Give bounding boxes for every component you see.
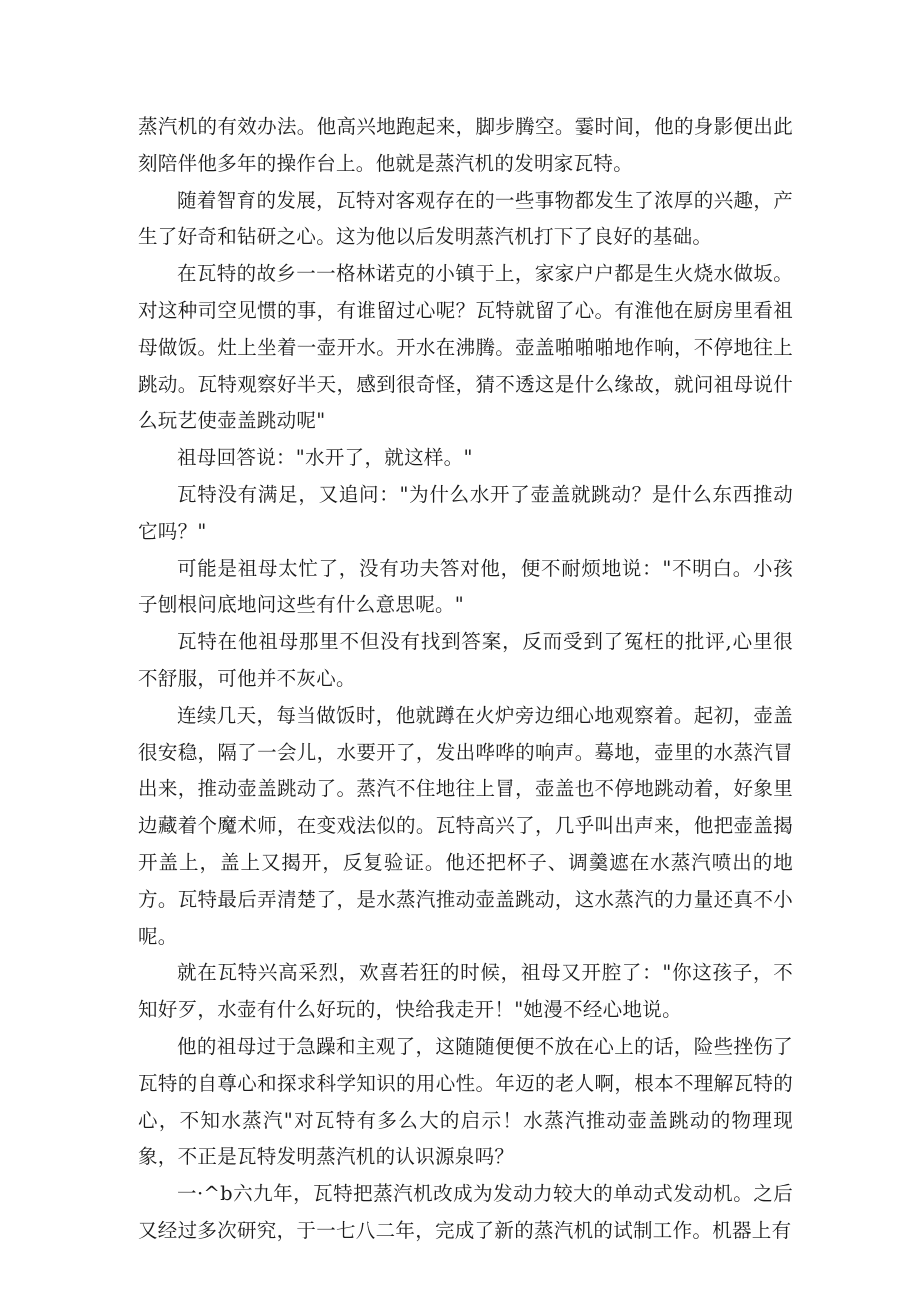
paragraph-11: 一·^b六九年，瓦特把蒸汽机改成为发动力较大的单动式发动机。之后又经过多次研究，于一七八二年，完成了新的蒸汽机的试制工作。机器上有 — [138, 1182, 793, 1242]
paragraph-7: 瓦特在他祖母那里不但没有找到答案，反而受到了冤枉的批评,心里很不舒服，可他并不灰心。 — [138, 630, 793, 690]
paragraph-8: 连续几天，每当做饭时，他就蹲在火炉旁边细心地观察着。起初，壶盖很安稳，隔了一会儿，水要开了，发出哗哗的响声。蓦地，壶里的水蒸汽冒出来，推动壶盖跳动了。蒸汽不住地往上冒，壶盖也不停地跳动着，好象里边藏着个魔术师，在变戏法似的。瓦特高兴了，几乎叫出声来，他把壶盖揭开盖上，盖上又揭开，反复验证。他还把杯子、调羹遮在水蒸汽喷出的地方。瓦特最后弄清楚了，是水蒸汽推动壶盖跳动，这水蒸汽的力量还真不小呢。 — [138, 703, 793, 948]
paragraph-2: 随着智育的发展，瓦特对客观存在的一些事物都发生了浓厚的兴趣，产生了好奇和钻研之心。这为他以后发明蒸汽机打下了良好的基础。 — [138, 188, 793, 249]
paragraph-6: 可能是祖母太忙了，没有功夫答对他，便不耐烦地说："不明白。小孩子刨根问底地问这些有什么意思呢。" — [138, 556, 793, 617]
paragraph-1: 蒸汽机的有效办法。他高兴地跑起来，脚步腾空。霎时间，他的身影便出此刻陪伴他多年的操作台上。他就是蒸汽机的发明家瓦特。 — [138, 115, 793, 175]
paragraph-9: 就在瓦特兴高采烈，欢喜若狂的时候，祖母又开腔了："你这孩子，不知好歹，水壶有什么好玩的，快给我走开！"她漫不经心地说。 — [138, 961, 793, 1022]
article-body — [138, 109, 793, 1250]
paragraph-4: 祖母回答说："水开了，就这样。" — [177, 446, 473, 470]
paragraph-3: 在瓦特的故乡一一格林诺克的小镇于上，家家户户都是生火烧水做坂。对这种司空见惯的事，有谁留过心呢？瓦特就留了心。有淮他在厨房里看祖母做饭。灶上坐着一壶开水。开水在沸腾。壶盖啪啪啪地作响，不停地往上跳动。瓦特观察好半天，感到很奇怪，猜不透这是什么缘故，就问祖母说什么玩艺使壶盖跳动呢" — [138, 262, 793, 433]
paragraph-10: 他的祖母过于急躁和主观了，这随随便便不放在心上的话，险些挫伤了瓦特的自尊心和探求科学知识的用心性。年迈的老人啊，根本不理解瓦特的心，不知水蒸汽"对瓦特有多么大的启示！水蒸汽推动壶盖跳动的物理现象，不正是瓦特发明蒸汽机的认识源泉吗？ — [138, 1034, 793, 1169]
paragraph-5: 瓦特没有满足，又追问："为什么水开了壶盖就跳动？是什么东西推动它吗？" — [138, 482, 793, 543]
